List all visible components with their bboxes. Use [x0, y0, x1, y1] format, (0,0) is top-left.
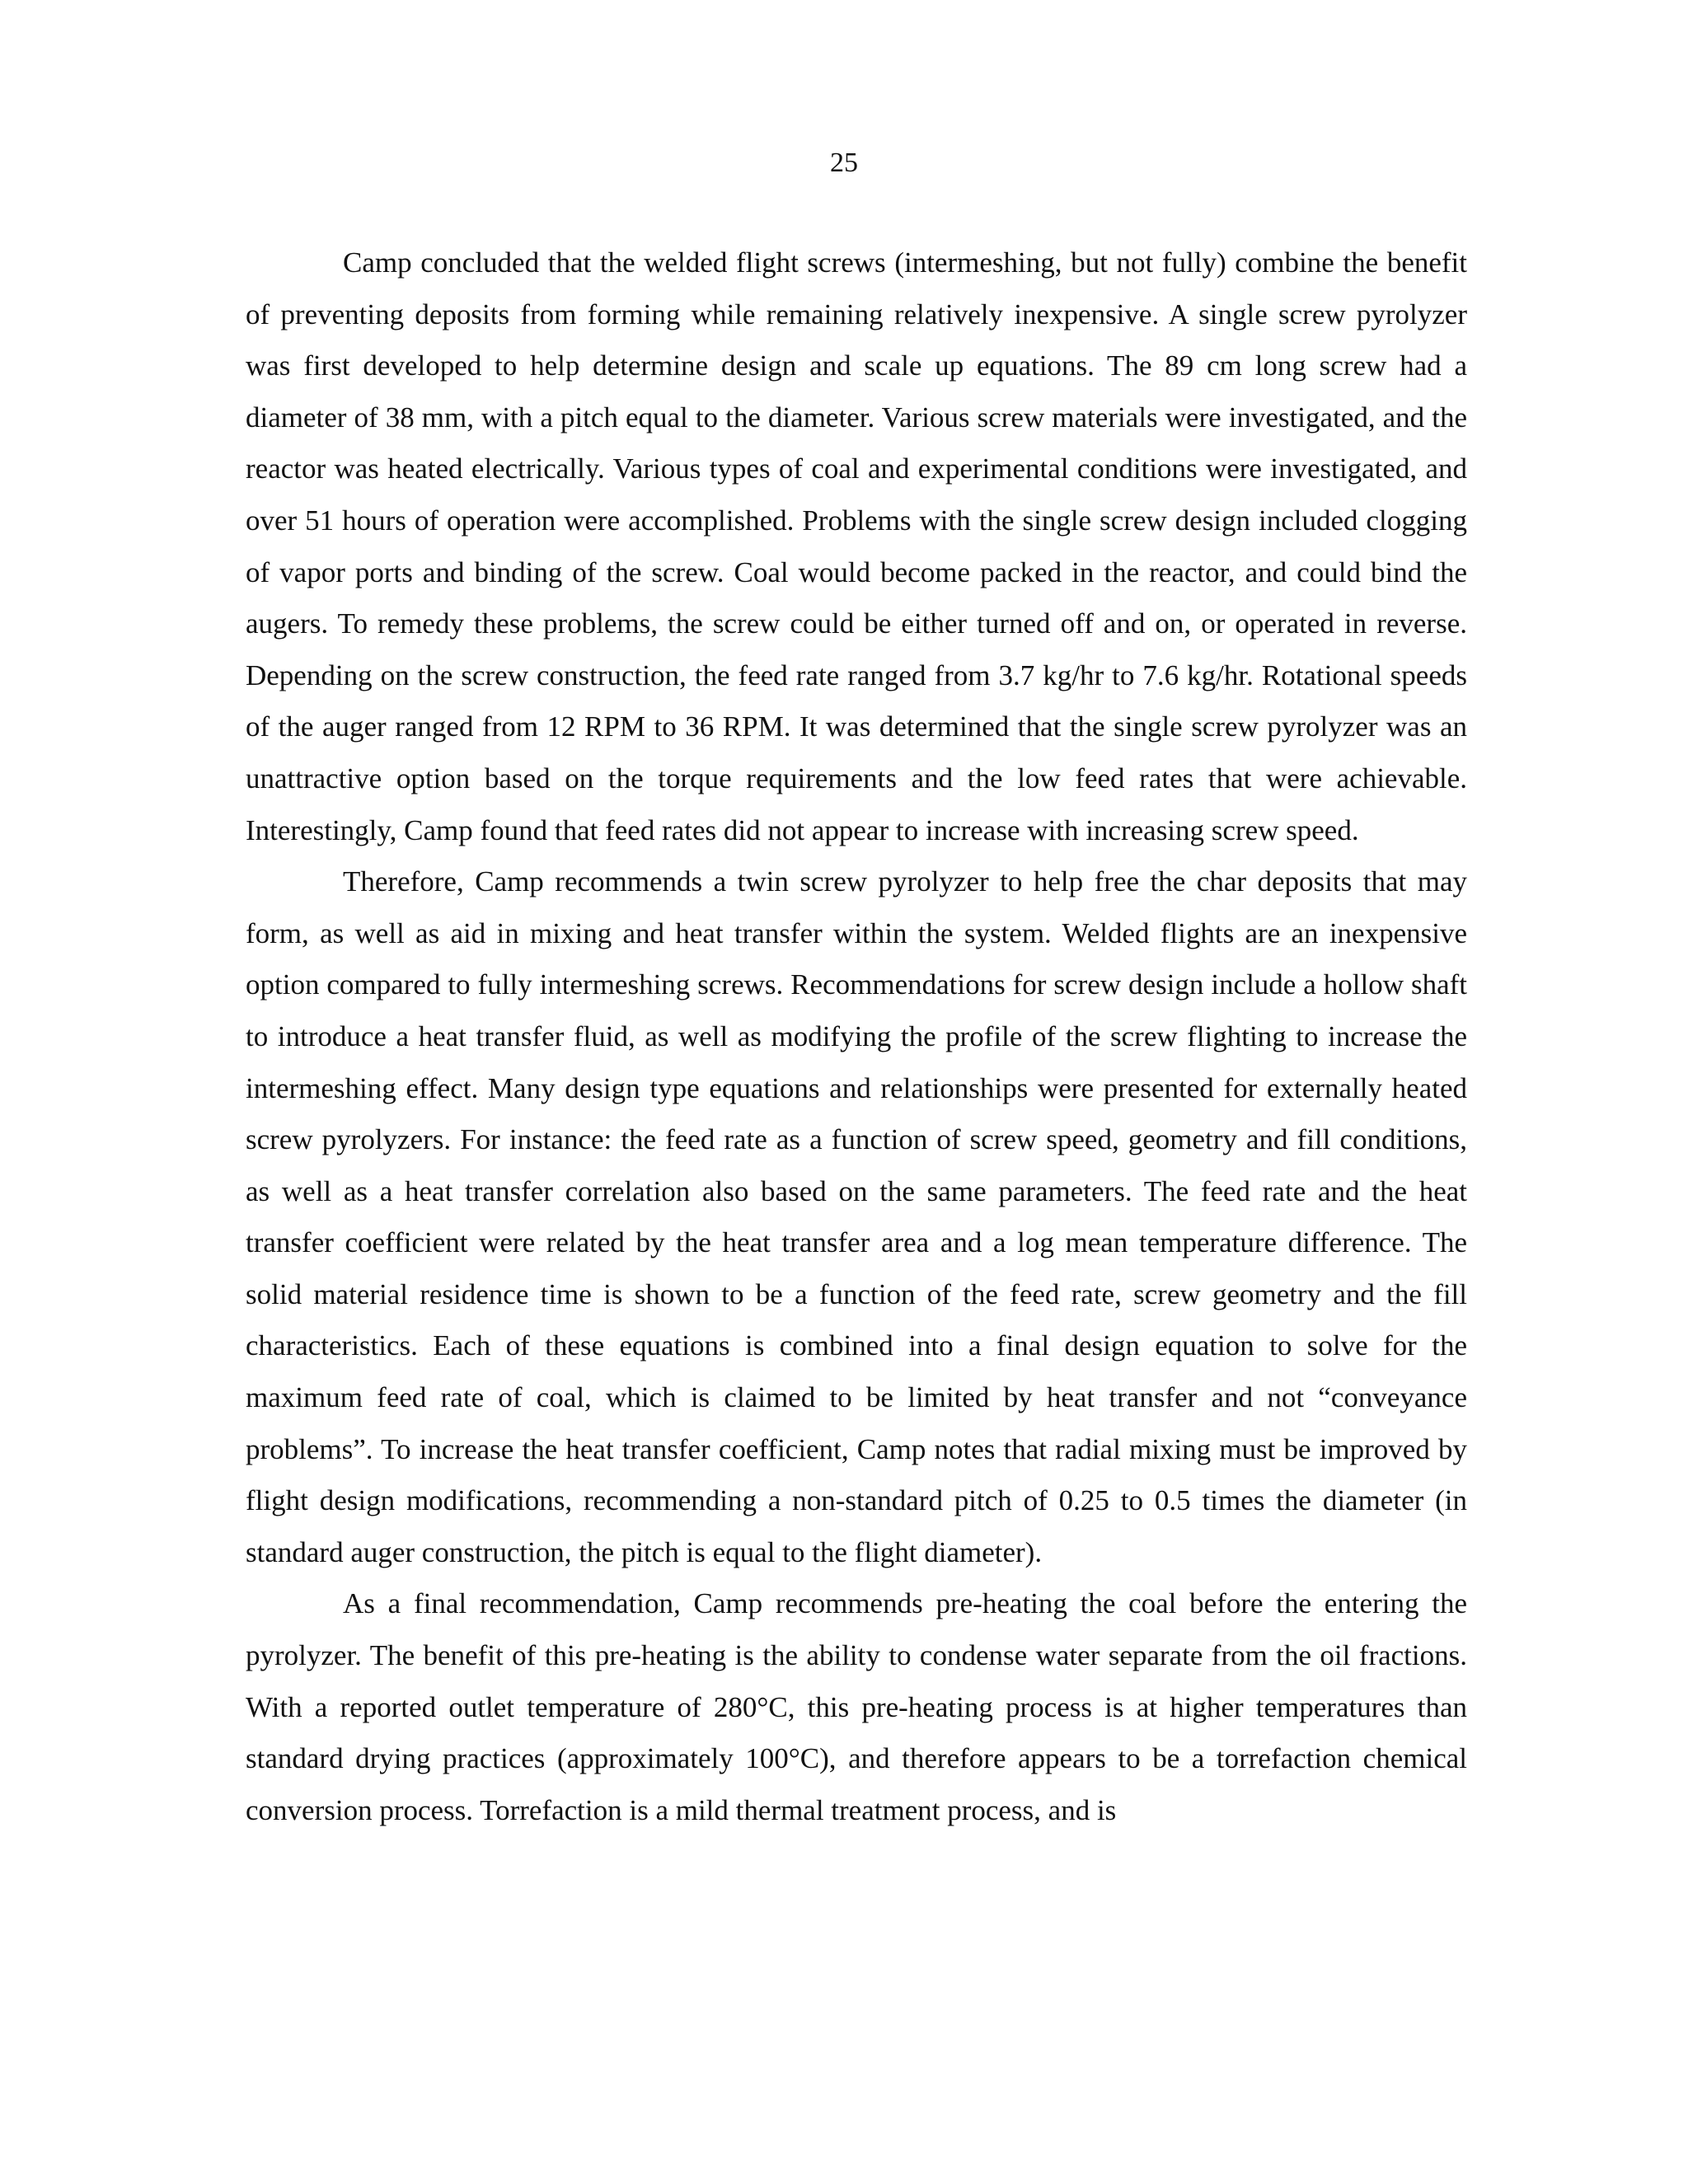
- body-text: [246, 237, 1467, 1836]
- paragraph-screw-pyrolyzer-findings: Camp concluded that the welded flight screws (intermeshing, but not fully) combine the benefit of preventing deposits from forming while remaining relatively inexpensive. A single screw pyrolyzer was first developed to help determine design and scale up equations. The 89 cm long screw had a diameter of 38 mm, with a pitch equal to the diameter. Various screw materials were investigated, and the reactor was heated electrically. Various types of coal and experimental conditions were investigated, and over 51 hours of operation were accomplished. Problems with the single screw design included clogging of vapor ports and binding of the screw. Coal would become packed in the reactor, and could bind the augers. To remedy these problems, the screw could be either turned off and on, or operated in reverse. Depending on the screw construction, the feed rate ranged from 3.7 kg/hr to 7.6 kg/hr. Rotational speeds of the auger ranged from 12 RPM to 36 RPM. It was determined that the single screw pyrolyzer was an unattractive option based on the torque requirements and the low feed rates that were achievable. Interestingly, Camp found that feed rates did not appear to increase with increasing screw speed.: [246, 246, 1467, 846]
- paragraph-preheating-recommendation: As a final recommendation, Camp recommends pre-heating the coal before the entering the pyrolyzer. The benefit of this pre-heating is the ability to condense water separate from the oil fractions. With a reported outlet temperature of 280°C, this pre-heating process is at higher temperatures than standard drying practices (approximately 100°C), and therefore appears to be a torrefaction chemical conversion process. Torrefaction is a mild thermal treatment process, and is: [246, 1587, 1467, 1826]
- page-number: 25: [830, 148, 858, 178]
- paragraph-twin-screw-recommendation: Therefore, Camp recommends a twin screw pyrolyzer to help free the char deposits that may form, as well as aid in mixing and heat transfer within the system. Welded flights are an inexpensive option compared to fully intermeshing screws. Recommendations for screw design include a hollow shaft to introduce a heat transfer fluid, as well as modifying the profile of the screw flighting to increase the intermeshing effect. Many design type equations and relationships were presented for externally heated screw pyrolyzers. For instance: the feed rate as a function of screw speed, geometry and fill conditions, as well as a heat transfer correlation also based on the same parameters. The feed rate and the heat transfer coefficient were related by the heat transfer area and a log mean temperature difference. The solid material residence time is shown to be a function of the feed rate, screw geometry and the fill characteristics. Each of these equations is combined into a final design equation to solve for the maximum feed rate of coal, which is claimed to be limited by heat transfer and not “conveyance problems”. To increase the heat transfer coefficient, Camp notes that radial mixing must be improved by flight design modifications, recommending a non-standard pitch of 0.25 to 0.5 times the diameter (in standard auger construction, the pitch is equal to the flight diameter).: [246, 865, 1467, 1568]
